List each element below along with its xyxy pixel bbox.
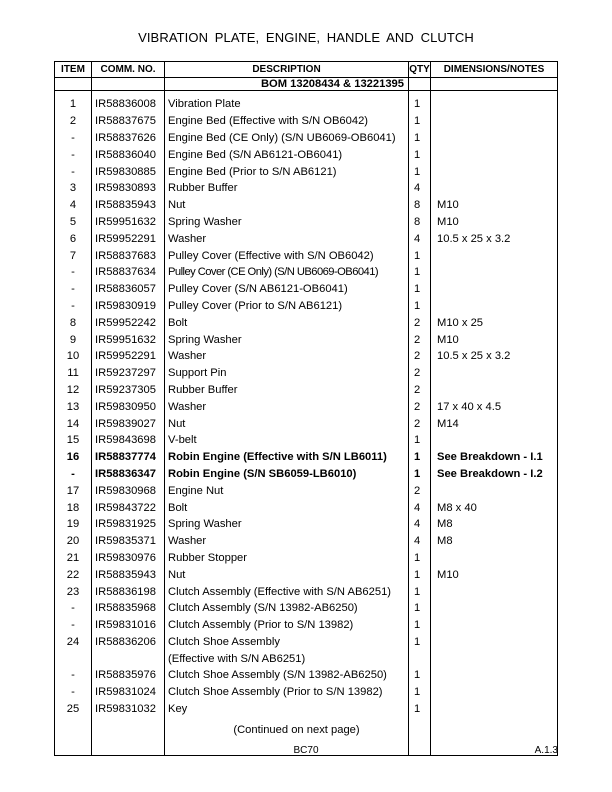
- table-header: [55, 62, 558, 91]
- header-row: [55, 62, 558, 78]
- parts-table: [54, 61, 558, 756]
- part-dimensions: [431, 482, 558, 499]
- part-dimensions: See Breakdown - I.1: [431, 449, 558, 466]
- table-row: [55, 684, 558, 701]
- part-dimensions: 10.5 x 25 x 3.2: [431, 348, 558, 365]
- header-comm-no: COMM. NO.: [92, 62, 165, 78]
- part-description: Clutch Assembly (Effective with S/N AB6251): [165, 583, 409, 600]
- part-item: 1: [55, 96, 92, 113]
- part-description: Spring Washer: [165, 516, 409, 533]
- part-dimensions: M14: [431, 415, 558, 432]
- part-qty: 1: [409, 247, 431, 264]
- table-row: [55, 180, 558, 197]
- part-qty: 2: [409, 348, 431, 365]
- part-dimensions: [431, 550, 558, 567]
- part-dimensions: [431, 667, 558, 684]
- part-item: -: [55, 684, 92, 701]
- table-row: [55, 382, 558, 399]
- part-comm-no: IR59843698: [92, 432, 165, 449]
- part-comm-no: IR59835371: [92, 533, 165, 550]
- part-qty: 1: [409, 684, 431, 701]
- part-comm-no: IR59831925: [92, 516, 165, 533]
- part-qty: 1: [409, 264, 431, 281]
- bom-note: BOM 13208434 & 13221395: [165, 78, 409, 91]
- part-item: 13: [55, 398, 92, 415]
- part-qty: 4: [409, 533, 431, 550]
- part-comm-no: IR59830919: [92, 298, 165, 315]
- part-item: -: [55, 466, 92, 483]
- part-description: Rubber Stopper: [165, 550, 409, 567]
- table-row: [55, 583, 558, 600]
- page-title: VIBRATION PLATE, ENGINE, HANDLE AND CLUTCH: [138, 30, 474, 45]
- part-comm-no: IR59830950: [92, 398, 165, 415]
- part-dimensions: [431, 432, 558, 449]
- part-comm-no: IR59839027: [92, 415, 165, 432]
- part-qty: 1: [409, 466, 431, 483]
- part-comm-no: IR59831032: [92, 701, 165, 718]
- part-comm-no: IR59237305: [92, 382, 165, 399]
- table-row: [55, 432, 558, 449]
- table-row: [55, 566, 558, 583]
- part-description: Robin Engine (Effective with S/N LB6011): [165, 449, 409, 466]
- part-dimensions: [431, 264, 558, 281]
- part-item: 21: [55, 550, 92, 567]
- part-qty: 4: [409, 499, 431, 516]
- part-description: V-belt: [165, 432, 409, 449]
- part-item: -: [55, 146, 92, 163]
- part-item: 16: [55, 449, 92, 466]
- footer-page-number: A.1.3: [534, 745, 558, 756]
- table-row: [55, 516, 558, 533]
- part-comm-no: IR59952242: [92, 314, 165, 331]
- part-dimensions: [431, 701, 558, 718]
- part-qty: 2: [409, 382, 431, 399]
- part-qty: 1: [409, 432, 431, 449]
- part-description: Engine Bed (Prior to S/N AB6121): [165, 163, 409, 180]
- table-row: [55, 197, 558, 214]
- part-item: 12: [55, 382, 92, 399]
- part-comm-no: IR58836347: [92, 466, 165, 483]
- table-row: [55, 701, 558, 718]
- table-row: [55, 230, 558, 247]
- part-dimensions: M10: [431, 566, 558, 583]
- part-item: -: [55, 298, 92, 315]
- table-row: [55, 533, 558, 550]
- part-qty: 8: [409, 197, 431, 214]
- table-row: [55, 499, 558, 516]
- part-qty: 1: [409, 281, 431, 298]
- part-comm-no: IR58837675: [92, 113, 165, 130]
- part-qty: 4: [409, 230, 431, 247]
- part-qty: 1: [409, 600, 431, 617]
- part-comm-no: IR58836057: [92, 281, 165, 298]
- part-description: Robin Engine (S/N SB6059-LB6010): [165, 466, 409, 483]
- part-description: Engine Bed (CE Only) (S/N UB6069-OB6041): [165, 130, 409, 147]
- table-row: [55, 449, 558, 466]
- part-description: Spring Washer: [165, 331, 409, 348]
- part-comm-no: IR58835976: [92, 667, 165, 684]
- part-dimensions: [431, 382, 558, 399]
- header-qty: QTY: [409, 62, 431, 78]
- part-description: Washer: [165, 348, 409, 365]
- part-comm-no: IR59830885: [92, 163, 165, 180]
- part-description: Pulley Cover (Prior to S/N AB6121): [165, 298, 409, 315]
- part-item: 6: [55, 230, 92, 247]
- part-comm-no: IR59951632: [92, 214, 165, 231]
- part-description: Clutch Shoe Assembly (S/N 13982-AB6250): [165, 667, 409, 684]
- part-item: 18: [55, 499, 92, 516]
- part-qty: 1: [409, 449, 431, 466]
- part-qty: 1: [409, 298, 431, 315]
- part-item: -: [55, 130, 92, 147]
- table-row: [55, 415, 558, 432]
- parts-body: [55, 91, 558, 718]
- table-row: [55, 398, 558, 415]
- part-dimensions: M10: [431, 331, 558, 348]
- table-row: [55, 365, 558, 382]
- table-row: [55, 348, 558, 365]
- part-qty: 4: [409, 180, 431, 197]
- part-description: Bolt: [165, 314, 409, 331]
- part-comm-no: IR59830968: [92, 482, 165, 499]
- part-dimensions: M8: [431, 533, 558, 550]
- part-description: Nut: [165, 415, 409, 432]
- table-row: [55, 96, 558, 113]
- part-description: Engine Bed (S/N AB6121-OB6041): [165, 146, 409, 163]
- part-description: Clutch Assembly (S/N 13982-AB6250): [165, 600, 409, 617]
- table-row: [55, 264, 558, 281]
- continued-row: [55, 717, 558, 743]
- part-description: Engine Bed (Effective with S/N OB6042): [165, 113, 409, 130]
- footer-model: BC70: [293, 745, 319, 756]
- part-description: Pulley Cover (Effective with S/N OB6042): [165, 247, 409, 264]
- bom-row: [55, 78, 558, 91]
- table-row: [55, 331, 558, 348]
- part-dimensions: [431, 583, 558, 600]
- part-comm-no: IR58837634: [92, 264, 165, 281]
- table-row: [55, 113, 558, 130]
- part-description: (Effective with S/N AB6251): [165, 650, 409, 667]
- part-comm-no: IR58836198: [92, 583, 165, 600]
- part-dimensions: [431, 146, 558, 163]
- part-qty: 1: [409, 583, 431, 600]
- part-qty: 1: [409, 667, 431, 684]
- part-qty: 1: [409, 701, 431, 718]
- part-item: 22: [55, 566, 92, 583]
- part-qty: 2: [409, 365, 431, 382]
- part-item: 9: [55, 331, 92, 348]
- part-description: Clutch Shoe Assembly: [165, 634, 409, 651]
- part-dimensions: [431, 600, 558, 617]
- part-item: 5: [55, 214, 92, 231]
- part-comm-no: IR59952291: [92, 230, 165, 247]
- part-dimensions: [431, 180, 558, 197]
- part-qty: 1: [409, 96, 431, 113]
- part-comm-no: IR59843722: [92, 499, 165, 516]
- part-description: Washer: [165, 398, 409, 415]
- part-description: Nut: [165, 197, 409, 214]
- table-row: [55, 281, 558, 298]
- part-item: 4: [55, 197, 92, 214]
- part-item: [55, 650, 92, 667]
- part-comm-no: IR58835968: [92, 600, 165, 617]
- table-row: [55, 550, 558, 567]
- part-description: Clutch Assembly (Prior to S/N 13982): [165, 617, 409, 634]
- part-dimensions: [431, 684, 558, 701]
- part-description: Pulley Cover (S/N AB6121-OB6041): [165, 281, 409, 298]
- header-dimensions: DIMENSIONS/NOTES: [431, 62, 558, 78]
- table-row: [55, 163, 558, 180]
- table-row: [55, 667, 558, 684]
- part-dimensions: M8: [431, 516, 558, 533]
- part-comm-no: IR58835943: [92, 566, 165, 583]
- part-description: Engine Nut: [165, 482, 409, 499]
- part-item: -: [55, 667, 92, 684]
- part-item: 2: [55, 113, 92, 130]
- part-comm-no: IR59952291: [92, 348, 165, 365]
- table-row: [55, 247, 558, 264]
- part-comm-no: IR59830976: [92, 550, 165, 567]
- table-row: [55, 634, 558, 651]
- part-item: 24: [55, 634, 92, 651]
- part-item: 11: [55, 365, 92, 382]
- part-qty: 2: [409, 314, 431, 331]
- part-dimensions: [431, 650, 558, 667]
- part-dimensions: [431, 247, 558, 264]
- part-item: 25: [55, 701, 92, 718]
- part-comm-no: IR58835943: [92, 197, 165, 214]
- part-item: 14: [55, 415, 92, 432]
- part-item: -: [55, 281, 92, 298]
- part-comm-no: IR59831016: [92, 617, 165, 634]
- part-qty: 1: [409, 146, 431, 163]
- part-qty: 1: [409, 550, 431, 567]
- header-description: DESCRIPTION: [165, 62, 409, 78]
- table-row: [55, 146, 558, 163]
- part-dimensions: [431, 113, 558, 130]
- part-comm-no: IR58836206: [92, 634, 165, 651]
- part-description: Bolt: [165, 499, 409, 516]
- part-description: Rubber Buffer: [165, 180, 409, 197]
- continued-note: (Continued on next page): [165, 717, 409, 743]
- part-description: Washer: [165, 230, 409, 247]
- header-item: ITEM: [55, 62, 92, 78]
- part-description: Key: [165, 701, 409, 718]
- part-item: -: [55, 617, 92, 634]
- part-description: Clutch Shoe Assembly (Prior to S/N 13982): [165, 684, 409, 701]
- part-comm-no: IR59951632: [92, 331, 165, 348]
- part-description: Vibration Plate: [165, 96, 409, 113]
- part-description: Nut: [165, 566, 409, 583]
- table-row: [55, 314, 558, 331]
- part-description: Support Pin: [165, 365, 409, 382]
- part-dimensions: M10 x 25: [431, 314, 558, 331]
- part-qty: 2: [409, 398, 431, 415]
- part-comm-no: IR59237297: [92, 365, 165, 382]
- part-comm-no: IR58837683: [92, 247, 165, 264]
- part-dimensions: See Breakdown - I.2: [431, 466, 558, 483]
- part-comm-no: IR58837626: [92, 130, 165, 147]
- part-item: 10: [55, 348, 92, 365]
- part-description: Spring Washer: [165, 214, 409, 231]
- part-dimensions: M10: [431, 214, 558, 231]
- table-row: [55, 617, 558, 634]
- part-item: 17: [55, 482, 92, 499]
- table-row: [55, 650, 558, 667]
- part-description: Pulley Cover (CE Only) (S/N UB6069-OB6041): [165, 264, 409, 281]
- table-row: [55, 214, 558, 231]
- part-comm-no: IR59831024: [92, 684, 165, 701]
- part-item: -: [55, 163, 92, 180]
- part-description: Rubber Buffer: [165, 382, 409, 399]
- part-qty: 1: [409, 113, 431, 130]
- table-row: [55, 482, 558, 499]
- part-qty: [409, 650, 431, 667]
- part-item: 7: [55, 247, 92, 264]
- part-dimensions: [431, 617, 558, 634]
- part-dimensions: [431, 281, 558, 298]
- part-item: 23: [55, 583, 92, 600]
- part-comm-no: [92, 650, 165, 667]
- part-dimensions: 17 x 40 x 4.5: [431, 398, 558, 415]
- part-comm-no: IR59830893: [92, 180, 165, 197]
- part-qty: 2: [409, 331, 431, 348]
- part-dimensions: 10.5 x 25 x 3.2: [431, 230, 558, 247]
- part-qty: 2: [409, 482, 431, 499]
- table-row: [55, 130, 558, 147]
- part-item: -: [55, 600, 92, 617]
- part-comm-no: IR58837774: [92, 449, 165, 466]
- part-dimensions: [431, 130, 558, 147]
- part-comm-no: IR58836040: [92, 146, 165, 163]
- part-qty: 1: [409, 566, 431, 583]
- part-qty: 2: [409, 415, 431, 432]
- part-item: 3: [55, 180, 92, 197]
- part-item: 15: [55, 432, 92, 449]
- table-row: [55, 600, 558, 617]
- part-item: 8: [55, 314, 92, 331]
- part-dimensions: [431, 96, 558, 113]
- part-qty: 8: [409, 214, 431, 231]
- part-dimensions: [431, 634, 558, 651]
- part-dimensions: M8 x 40: [431, 499, 558, 516]
- part-dimensions: M10: [431, 197, 558, 214]
- part-qty: 4: [409, 516, 431, 533]
- part-dimensions: [431, 365, 558, 382]
- table-row: [55, 298, 558, 315]
- part-qty: 1: [409, 163, 431, 180]
- table-row: [55, 466, 558, 483]
- part-description: Washer: [165, 533, 409, 550]
- part-item: 20: [55, 533, 92, 550]
- part-dimensions: [431, 298, 558, 315]
- part-qty: 1: [409, 130, 431, 147]
- part-item: 19: [55, 516, 92, 533]
- part-qty: 1: [409, 617, 431, 634]
- part-item: -: [55, 264, 92, 281]
- part-comm-no: IR58836008: [92, 96, 165, 113]
- part-qty: 1: [409, 634, 431, 651]
- part-dimensions: [431, 163, 558, 180]
